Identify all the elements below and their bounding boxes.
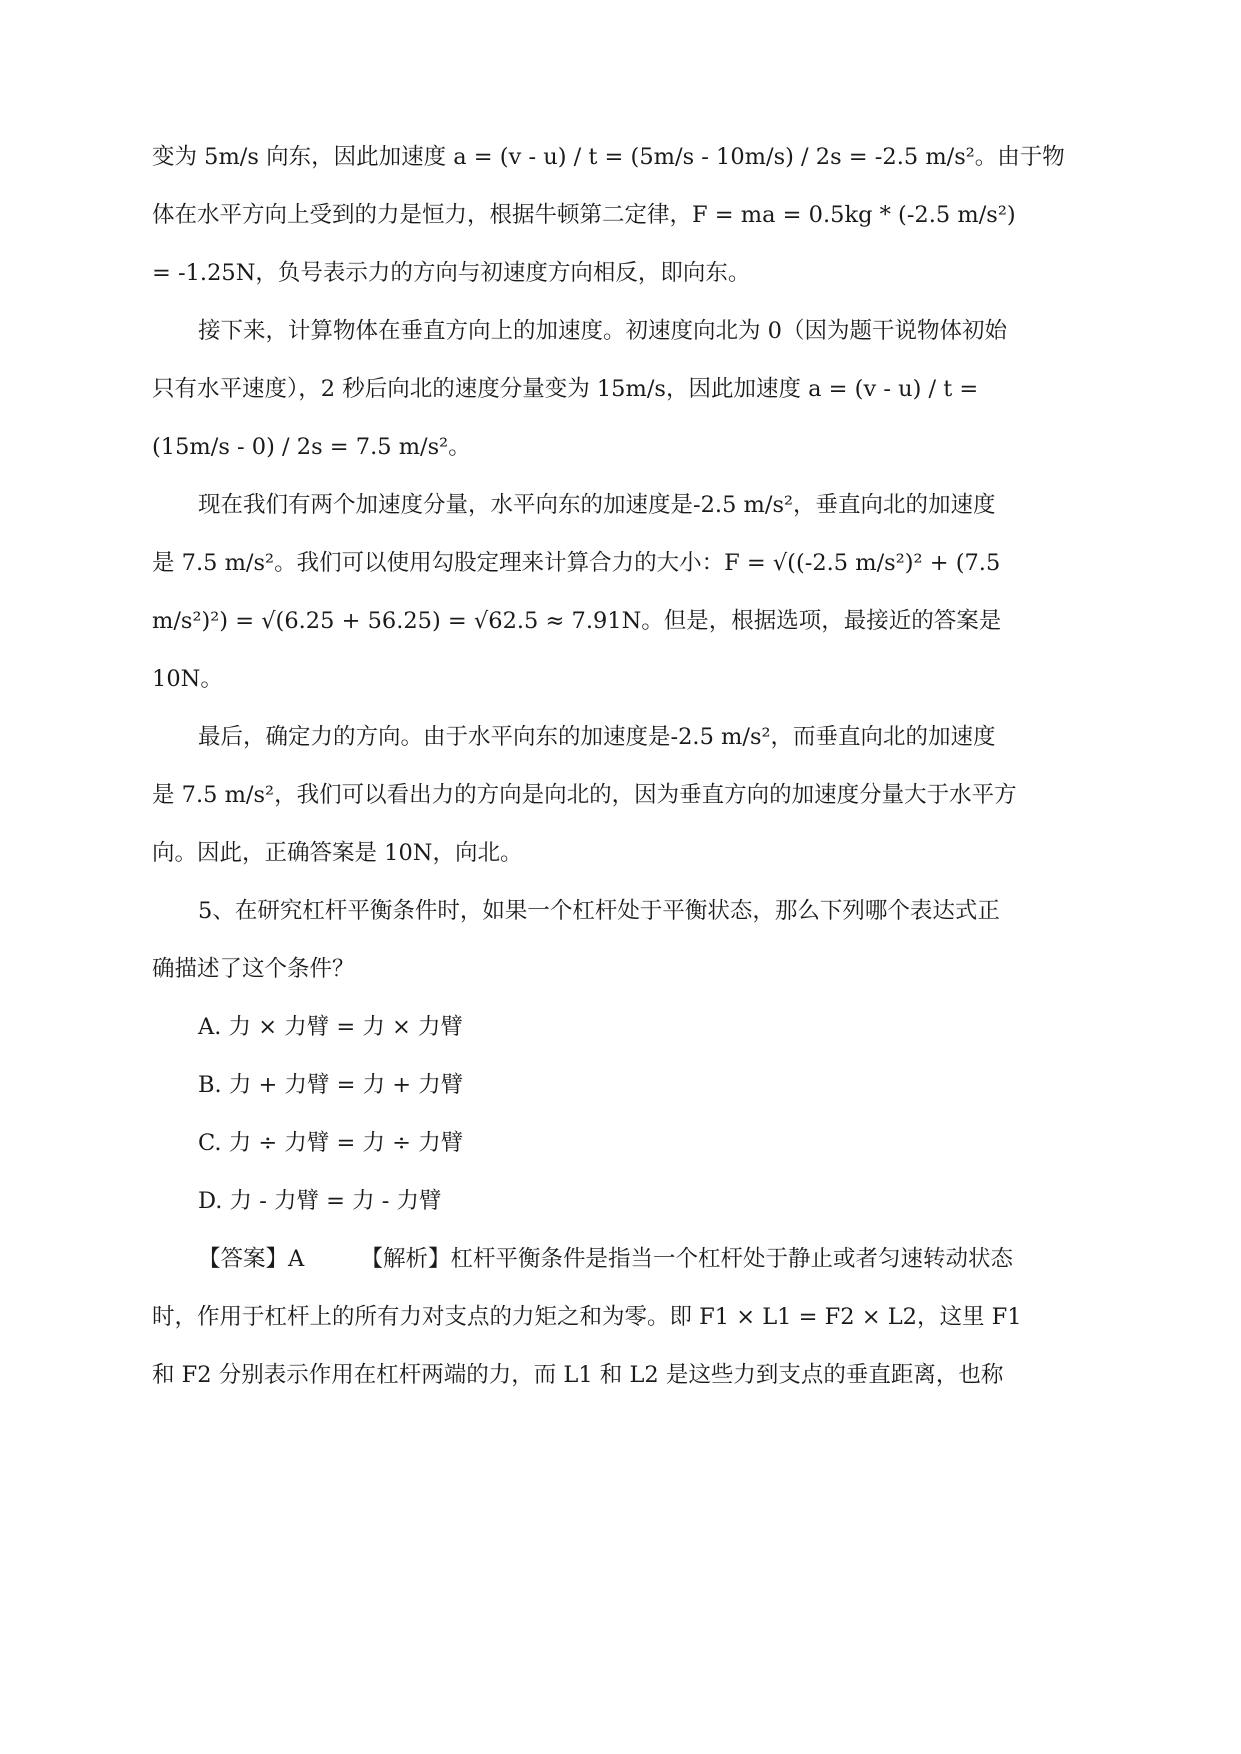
text-line: 最后，确定力的方向。由于水平向东的加速度是-2.5 m/s²，而垂直向北的加速度 bbox=[198, 724, 996, 750]
text-line: 只有水平速度），2 秒后向北的速度分量变为 15m/s，因此加速度 a = (v - u) / t = bbox=[152, 376, 979, 402]
option-b: B. 力 + 力臂 = 力 + 力臂 bbox=[198, 1072, 464, 1098]
question-text: 5、在研究杠杆平衡条件时，如果一个杠杆处于平衡状态，那么下列哪个表达式正 bbox=[198, 898, 1000, 924]
text-line: 体在水平方向上受到的力是恒力，根据牛顿第二定律，F = ma = 0.5kg * (-2.5 m/s²) bbox=[152, 202, 1016, 228]
text-line: 向。因此，正确答案是 10N，向北。 bbox=[152, 840, 523, 866]
option-d: D. 力 - 力臂 = 力 - 力臂 bbox=[198, 1188, 442, 1214]
text-line: 变为 5m/s 向东，因此加速度 a = (v - u) / t = (5m/s - 10m/s) / 2s = -2.5 m/s²。由于物 bbox=[152, 144, 1065, 170]
option-a: A. 力 × 力臂 = 力 × 力臂 bbox=[198, 1014, 464, 1040]
text-line: (15m/s - 0) / 2s = 7.5 m/s²。 bbox=[152, 434, 471, 460]
text-line: 现在我们有两个加速度分量，水平向东的加速度是-2.5 m/s²，垂直向北的加速度 bbox=[198, 492, 996, 518]
answer-line: 【答案】A 【解析】杠杆平衡条件是指当一个杠杆处于静止或者匀速转动状态 bbox=[198, 1246, 1014, 1272]
text-line: m/s²)²) = √(6.25 + 56.25) = √62.5 ≈ 7.91N。但是，根据选项，最接近的答案是 bbox=[152, 608, 1002, 634]
text-line: = -1.25N，负号表示力的方向与初速度方向相反，即向东。 bbox=[152, 260, 751, 286]
text-line: 是 7.5 m/s²，我们可以看出力的方向是向北的，因为垂直方向的加速度分量大于水平方 bbox=[152, 782, 1017, 808]
text-line: 10N。 bbox=[152, 666, 223, 692]
text-line: 和 F2 分别表示作用在杠杆两端的力，而 L1 和 L2 是这些力到支点的垂直距离，也称 bbox=[152, 1362, 1004, 1388]
question-text: 确描述了这个条件？ bbox=[152, 956, 355, 982]
text-line: 是 7.5 m/s²。我们可以使用勾股定理来计算合力的大小：F = √((-2.5 m/s²)² + (7.5 bbox=[152, 550, 1001, 576]
text-line: 时，作用于杠杆上的所有力对支点的力矩之和为零。即 F1 × L1 = F2 × L2，这里 F1 bbox=[152, 1304, 1022, 1330]
option-c: C. 力 ÷ 力臂 = 力 ÷ 力臂 bbox=[198, 1130, 464, 1156]
text-line: 接下来，计算物体在垂直方向上的加速度。初速度向北为 0（因为题干说物体初始 bbox=[198, 318, 1007, 344]
